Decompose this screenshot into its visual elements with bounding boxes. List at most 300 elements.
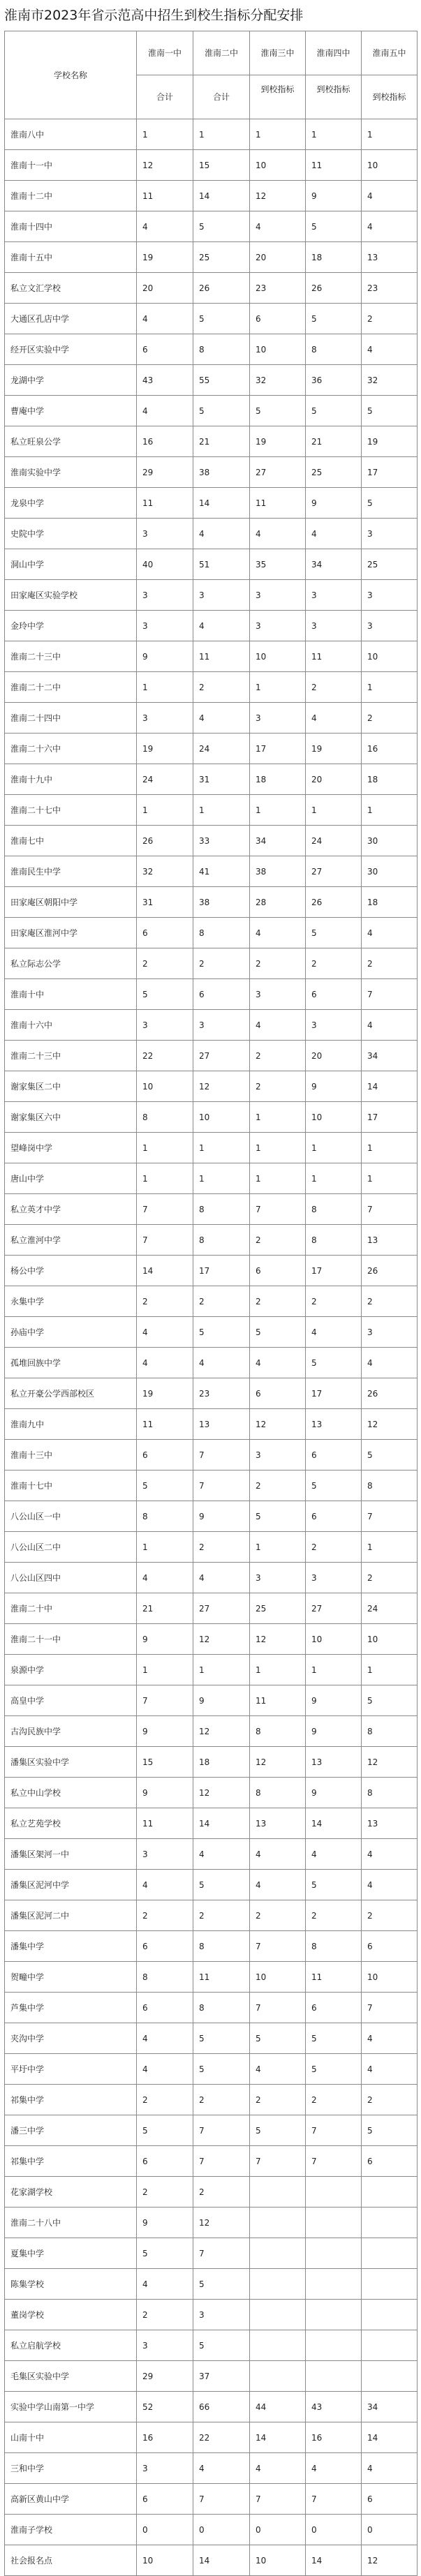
huainan-5-value xyxy=(362,2269,418,2300)
header-sub-5: 到校指标 xyxy=(372,92,406,102)
header-school-3: 淮南三中 xyxy=(250,31,305,75)
huainan-5-value: 17 xyxy=(362,457,418,488)
table-row xyxy=(5,856,418,887)
huainan-2-value: 7 xyxy=(193,2238,250,2269)
huainan-2-value: 14 xyxy=(193,488,250,519)
huainan-5-value: 7 xyxy=(362,1501,418,1532)
school-name-cell: 淮南十四中 xyxy=(5,211,137,242)
huainan-5-value: 13 xyxy=(362,242,418,273)
table-row xyxy=(5,1471,418,1501)
school-name-cell: 淮南九中 xyxy=(5,1409,137,1440)
huainan-2-value: 5 xyxy=(193,1870,250,1900)
huainan-5-value: 30 xyxy=(362,826,418,856)
huainan-3-value: 20 xyxy=(250,242,306,273)
huainan-2-value: 8 xyxy=(193,918,250,948)
huainan-1-value: 6 xyxy=(137,918,193,948)
school-name-cell: 陈集学校 xyxy=(5,2269,137,2300)
huainan-1-value: 4 xyxy=(137,1563,193,1593)
table-row xyxy=(5,887,418,918)
huainan-4-value xyxy=(306,2361,362,2392)
huainan-4-value: 9 xyxy=(306,1685,362,1716)
huainan-3-value: 2 xyxy=(250,1041,306,1071)
huainan-5-value: 2 xyxy=(362,1286,418,1317)
school-name-cell: 淮南二十三中 xyxy=(5,1041,137,1071)
huainan-1-value: 2 xyxy=(137,2177,193,2208)
huainan-5-value: 2 xyxy=(362,703,418,734)
table-row xyxy=(5,734,418,764)
school-name-cell: 私立际志公学 xyxy=(5,948,137,979)
table-row xyxy=(5,1563,418,1593)
huainan-3-value: 4 xyxy=(250,2453,306,2484)
table-row xyxy=(5,2054,418,2085)
huainan-5-value: 10 xyxy=(362,150,418,181)
table-row xyxy=(5,948,418,979)
huainan-2-value: 3 xyxy=(193,2300,250,2330)
table-row xyxy=(5,1962,418,1993)
huainan-1-value: 1 xyxy=(137,1532,193,1563)
huainan-3-value: 4 xyxy=(250,2054,306,2085)
school-name-cell: 龙湖中学 xyxy=(5,365,137,396)
table-row xyxy=(5,641,418,672)
huainan-1-value: 4 xyxy=(137,2023,193,2054)
school-name-cell: 花家湖学校 xyxy=(5,2177,137,2208)
huainan-3-value: 10 xyxy=(250,150,306,181)
huainan-1-value: 21 xyxy=(137,1593,193,1624)
table-row xyxy=(5,1163,418,1194)
table-row xyxy=(5,2208,418,2238)
huainan-2-value: 7 xyxy=(193,2146,250,2177)
table-row xyxy=(5,1747,418,1778)
huainan-3-value: 1 xyxy=(250,672,306,703)
table-row xyxy=(5,150,418,181)
huainan-4-value: 6 xyxy=(306,1993,362,2023)
huainan-1-value: 24 xyxy=(137,764,193,795)
huainan-1-value: 9 xyxy=(137,1716,193,1747)
huainan-1-value: 8 xyxy=(137,1962,193,1993)
table-row xyxy=(5,2146,418,2177)
table-row xyxy=(5,519,418,549)
table-row xyxy=(5,1348,418,1378)
school-name-cell: 田家庵区实验学校 xyxy=(5,580,137,611)
school-name-cell: 董岗学校 xyxy=(5,2300,137,2330)
huainan-3-value: 3 xyxy=(250,611,306,641)
huainan-5-value: 4 xyxy=(362,2453,418,2484)
huainan-1-value: 4 xyxy=(137,1348,193,1378)
huainan-1-value: 1 xyxy=(137,1655,193,1685)
school-name-cell: 私立启航学校 xyxy=(5,2330,137,2361)
huainan-2-value: 8 xyxy=(193,1225,250,1256)
huainan-2-value: 4 xyxy=(193,703,250,734)
huainan-5-value: 5 xyxy=(362,396,418,426)
huainan-2-value: 10 xyxy=(193,1102,250,1133)
huainan-1-value: 1 xyxy=(137,1163,193,1194)
huainan-2-value: 13 xyxy=(193,1409,250,1440)
huainan-1-value: 40 xyxy=(137,549,193,580)
table-row xyxy=(5,795,418,826)
huainan-5-value: 13 xyxy=(362,1225,418,1256)
school-name-cell: 淮南十五中 xyxy=(5,242,137,273)
huainan-2-value: 22 xyxy=(193,2422,250,2453)
huainan-5-value: 4 xyxy=(362,181,418,211)
huainan-2-value: 12 xyxy=(193,2208,250,2238)
huainan-4-value: 20 xyxy=(306,764,362,795)
huainan-3-value: 3 xyxy=(250,979,306,1010)
huainan-3-value: 14 xyxy=(250,2422,306,2453)
huainan-2-value: 4 xyxy=(193,611,250,641)
huainan-4-value: 11 xyxy=(306,641,362,672)
huainan-3-value: 12 xyxy=(250,181,306,211)
huainan-5-value: 3 xyxy=(362,1317,418,1348)
huainan-5-value: 32 xyxy=(362,365,418,396)
school-name-cell: 淮南二十六中 xyxy=(5,734,137,764)
huainan-4-value: 26 xyxy=(306,887,362,918)
huainan-4-value: 43 xyxy=(306,2392,362,2422)
huainan-4-value: 5 xyxy=(306,1870,362,1900)
huainan-2-value: 14 xyxy=(193,2545,250,2576)
table-row xyxy=(5,1256,418,1286)
huainan-4-value: 1 xyxy=(306,1163,362,1194)
table-row xyxy=(5,703,418,734)
huainan-5-value: 7 xyxy=(362,1194,418,1225)
table-row xyxy=(5,1378,418,1409)
table-row xyxy=(5,334,418,365)
table-row xyxy=(5,1931,418,1962)
huainan-1-value: 4 xyxy=(137,1317,193,1348)
huainan-2-value: 6 xyxy=(193,979,250,1010)
huainan-3-value: 3 xyxy=(250,1440,306,1471)
school-name-cell: 贺疃中学 xyxy=(5,1962,137,1993)
table-row xyxy=(5,1071,418,1102)
table-row xyxy=(5,396,418,426)
huainan-2-value: 1 xyxy=(193,1133,250,1163)
school-name-cell: 高新区黄山中学 xyxy=(5,2484,137,2515)
school-name-cell: 毛集区实验中学 xyxy=(5,2361,137,2392)
huainan-2-value: 8 xyxy=(193,1931,250,1962)
huainan-5-value: 7 xyxy=(362,979,418,1010)
huainan-4-value: 3 xyxy=(306,580,362,611)
huainan-1-value: 29 xyxy=(137,2361,193,2392)
table-row xyxy=(5,2085,418,2115)
huainan-3-value: 3 xyxy=(250,580,306,611)
school-name-cell: 夏集中学 xyxy=(5,2238,137,2269)
huainan-1-value: 0 xyxy=(137,2515,193,2545)
huainan-2-value: 1 xyxy=(193,1655,250,1685)
huainan-4-value: 17 xyxy=(306,1378,362,1409)
huainan-1-value: 12 xyxy=(137,150,193,181)
huainan-3-value: 12 xyxy=(250,1624,306,1655)
header-sub-1: 合计 xyxy=(137,75,193,119)
table-row xyxy=(5,1225,418,1256)
school-name-cell: 祁集中学 xyxy=(5,2085,137,2115)
huainan-3-value: 4 xyxy=(250,211,306,242)
huainan-3-value: 8 xyxy=(250,1716,306,1747)
school-name-cell: 杨公中学 xyxy=(5,1256,137,1286)
huainan-5-value: 34 xyxy=(362,1041,418,1071)
huainan-5-value: 1 xyxy=(362,119,418,150)
huainan-5-value: 10 xyxy=(362,1962,418,1993)
huainan-2-value: 2 xyxy=(193,1532,250,1563)
huainan-1-value: 15 xyxy=(137,1747,193,1778)
huainan-5-value: 6 xyxy=(362,1931,418,1962)
school-name-cell: 潘集区泥河中学 xyxy=(5,1870,137,1900)
huainan-1-value: 6 xyxy=(137,1993,193,2023)
huainan-5-value: 2 xyxy=(362,948,418,979)
huainan-5-value: 34 xyxy=(362,2392,418,2422)
table-row xyxy=(5,2330,418,2361)
huainan-4-value: 9 xyxy=(306,1071,362,1102)
huainan-3-value: 12 xyxy=(250,1409,306,1440)
huainan-3-value: 5 xyxy=(250,2023,306,2054)
school-name-cell: 孙庙中学 xyxy=(5,1317,137,1348)
huainan-3-value: 44 xyxy=(250,2392,306,2422)
huainan-4-value: 9 xyxy=(306,1778,362,1808)
huainan-4-value: 34 xyxy=(306,549,362,580)
huainan-4-value: 8 xyxy=(306,1931,362,1962)
huainan-3-value xyxy=(250,2361,306,2392)
huainan-2-value: 5 xyxy=(193,304,250,334)
huainan-5-value: 1 xyxy=(362,1163,418,1194)
huainan-1-value: 5 xyxy=(137,1471,193,1501)
table-row xyxy=(5,457,418,488)
huainan-5-value: 7 xyxy=(362,1993,418,2023)
huainan-4-value: 8 xyxy=(306,334,362,365)
huainan-3-value: 2 xyxy=(250,1471,306,1501)
school-name-cell: 淮南十九中 xyxy=(5,764,137,795)
huainan-2-value: 7 xyxy=(193,1440,250,1471)
huainan-5-value: 8 xyxy=(362,1471,418,1501)
huainan-4-value: 8 xyxy=(306,1194,362,1225)
huainan-5-value: 3 xyxy=(362,611,418,641)
school-name-cell: 潘集中学 xyxy=(5,1931,137,1962)
huainan-4-value: 11 xyxy=(306,1962,362,1993)
huainan-1-value: 4 xyxy=(137,2269,193,2300)
school-name-cell: 淮南子学校 xyxy=(5,2515,137,2545)
huainan-3-value: 6 xyxy=(250,304,306,334)
huainan-3-value: 10 xyxy=(250,641,306,672)
school-name-cell: 经开区实验中学 xyxy=(5,334,137,365)
table-row xyxy=(5,611,418,641)
school-name-cell: 潘三中学 xyxy=(5,2115,137,2146)
huainan-2-value: 9 xyxy=(193,1501,250,1532)
huainan-4-value: 9 xyxy=(306,181,362,211)
huainan-1-value: 7 xyxy=(137,1225,193,1256)
huainan-4-value: 6 xyxy=(306,979,362,1010)
table-row xyxy=(5,1839,418,1870)
school-name-cell: 淮南十中 xyxy=(5,979,137,1010)
huainan-5-value: 8 xyxy=(362,1778,418,1808)
huainan-5-value: 1 xyxy=(362,672,418,703)
huainan-1-value: 6 xyxy=(137,1440,193,1471)
huainan-5-value: 4 xyxy=(362,1870,418,1900)
huainan-1-value: 7 xyxy=(137,1685,193,1716)
huainan-4-value: 2 xyxy=(306,1286,362,1317)
huainan-4-value: 5 xyxy=(306,396,362,426)
school-name-cell: 淮南八中 xyxy=(5,119,137,150)
huainan-2-value: 2 xyxy=(193,672,250,703)
school-name-cell: 八公山区二中 xyxy=(5,1532,137,1563)
huainan-1-value: 2 xyxy=(137,2300,193,2330)
huainan-5-value: 3 xyxy=(362,519,418,549)
table-row xyxy=(5,549,418,580)
huainan-3-value: 4 xyxy=(250,918,306,948)
huainan-5-value xyxy=(362,2300,418,2330)
huainan-5-value: 4 xyxy=(362,334,418,365)
huainan-3-value: 4 xyxy=(250,1870,306,1900)
huainan-3-value: 18 xyxy=(250,764,306,795)
huainan-1-value: 5 xyxy=(137,979,193,1010)
school-name-cell: 淮南二十三中 xyxy=(5,641,137,672)
huainan-4-value: 3 xyxy=(306,1010,362,1041)
allocation-table xyxy=(4,31,418,2576)
huainan-3-value: 13 xyxy=(250,1808,306,1839)
huainan-2-value: 27 xyxy=(193,1593,250,1624)
huainan-2-value: 15 xyxy=(193,150,250,181)
huainan-5-value xyxy=(362,2177,418,2208)
huainan-5-value: 12 xyxy=(362,1409,418,1440)
huainan-2-value: 7 xyxy=(193,2484,250,2515)
table-row xyxy=(5,181,418,211)
school-name-cell: 史院中学 xyxy=(5,519,137,549)
school-name-cell: 私立艺苑学校 xyxy=(5,1808,137,1839)
huainan-5-value: 4 xyxy=(362,2023,418,2054)
huainan-2-value: 33 xyxy=(193,826,250,856)
huainan-5-value: 24 xyxy=(362,1593,418,1624)
huainan-3-value xyxy=(250,2269,306,2300)
huainan-4-value: 6 xyxy=(306,1440,362,1471)
huainan-1-value: 10 xyxy=(137,2545,193,2576)
huainan-2-value: 25 xyxy=(193,242,250,273)
page-title: 淮南市2023年省示范高中招生到校生指标分配安排 xyxy=(4,8,304,23)
school-name-cell: 潘集区泥河二中 xyxy=(5,1900,137,1931)
huainan-2-value: 41 xyxy=(193,856,250,887)
huainan-2-value: 12 xyxy=(193,1778,250,1808)
huainan-5-value xyxy=(362,2330,418,2361)
huainan-1-value: 19 xyxy=(137,1378,193,1409)
huainan-1-value: 6 xyxy=(137,2146,193,2177)
huainan-3-value: 27 xyxy=(250,457,306,488)
huainan-2-value: 11 xyxy=(193,641,250,672)
table-row xyxy=(5,273,418,304)
huainan-2-value: 27 xyxy=(193,1041,250,1071)
huainan-2-value: 7 xyxy=(193,1471,250,1501)
huainan-1-value: 6 xyxy=(137,1931,193,1962)
huainan-3-value: 11 xyxy=(250,488,306,519)
huainan-1-value: 16 xyxy=(137,2422,193,2453)
huainan-1-value: 9 xyxy=(137,641,193,672)
huainan-3-value: 2 xyxy=(250,2085,306,2115)
huainan-5-value: 18 xyxy=(362,764,418,795)
school-name-cell: 唐山中学 xyxy=(5,1163,137,1194)
table-row xyxy=(5,1102,418,1133)
huainan-2-value: 31 xyxy=(193,764,250,795)
huainan-4-value xyxy=(306,2177,362,2208)
header-school-name: 学校名称 xyxy=(5,31,137,119)
huainan-4-value: 26 xyxy=(306,273,362,304)
huainan-1-value: 3 xyxy=(137,1839,193,1870)
table-row xyxy=(5,2238,418,2269)
huainan-2-value: 4 xyxy=(193,1839,250,1870)
huainan-2-value: 5 xyxy=(193,396,250,426)
huainan-3-value: 4 xyxy=(250,1348,306,1378)
huainan-5-value: 5 xyxy=(362,1685,418,1716)
huainan-4-value xyxy=(306,2208,362,2238)
huainan-1-value: 8 xyxy=(137,1501,193,1532)
huainan-5-value: 30 xyxy=(362,856,418,887)
huainan-2-value: 2 xyxy=(193,1286,250,1317)
huainan-4-value: 2 xyxy=(306,1532,362,1563)
huainan-1-value: 11 xyxy=(137,1808,193,1839)
table-row xyxy=(5,211,418,242)
huainan-5-value: 6 xyxy=(362,2484,418,2515)
header-school-5-group xyxy=(362,31,418,119)
table-row xyxy=(5,1900,418,1931)
huainan-4-value xyxy=(306,2238,362,2269)
huainan-1-value: 5 xyxy=(137,2115,193,2146)
huainan-4-value: 25 xyxy=(306,457,362,488)
table-row xyxy=(5,1532,418,1563)
huainan-5-value: 5 xyxy=(362,2115,418,2146)
huainan-1-value: 3 xyxy=(137,2330,193,2361)
huainan-5-value xyxy=(362,2238,418,2269)
school-name-cell: 淮南七中 xyxy=(5,826,137,856)
school-name-cell: 淮南十七中 xyxy=(5,1471,137,1501)
huainan-2-value: 5 xyxy=(193,2054,250,2085)
huainan-2-value: 55 xyxy=(193,365,250,396)
table-row xyxy=(5,2545,418,2576)
huainan-1-value: 9 xyxy=(137,1624,193,1655)
huainan-3-value: 7 xyxy=(250,2146,306,2177)
school-name-cell: 私立旺泉公学 xyxy=(5,426,137,457)
huainan-3-value: 2 xyxy=(250,1071,306,1102)
huainan-4-value: 2 xyxy=(306,2085,362,2115)
huainan-5-value: 6 xyxy=(362,2146,418,2177)
huainan-3-value: 3 xyxy=(250,703,306,734)
huainan-2-value: 4 xyxy=(193,1348,250,1378)
huainan-5-value: 1 xyxy=(362,1133,418,1163)
header-school-1: 淮南一中 xyxy=(137,31,193,75)
huainan-1-value: 3 xyxy=(137,703,193,734)
huainan-3-value: 7 xyxy=(250,1931,306,1962)
huainan-4-value: 0 xyxy=(306,2515,362,2545)
huainan-2-value: 17 xyxy=(193,1256,250,1286)
huainan-3-value: 10 xyxy=(250,334,306,365)
huainan-1-value: 52 xyxy=(137,2392,193,2422)
huainan-2-value: 8 xyxy=(193,1194,250,1225)
huainan-5-value: 2 xyxy=(362,2085,418,2115)
huainan-4-value: 3 xyxy=(306,1563,362,1593)
huainan-1-value: 3 xyxy=(137,1010,193,1041)
huainan-2-value: 0 xyxy=(193,2515,250,2545)
school-name-cell: 古沟民族中学 xyxy=(5,1716,137,1747)
huainan-5-value: 4 xyxy=(362,211,418,242)
huainan-2-value: 8 xyxy=(193,1993,250,2023)
huainan-4-value: 19 xyxy=(306,734,362,764)
huainan-1-value: 1 xyxy=(137,119,193,150)
huainan-1-value: 4 xyxy=(137,211,193,242)
huainan-4-value: 27 xyxy=(306,856,362,887)
huainan-5-value: 4 xyxy=(362,918,418,948)
huainan-4-value: 5 xyxy=(306,211,362,242)
huainan-3-value: 17 xyxy=(250,734,306,764)
huainan-4-value: 13 xyxy=(306,1747,362,1778)
huainan-4-value: 5 xyxy=(306,1471,362,1501)
school-name-cell: 私立中山学校 xyxy=(5,1778,137,1808)
huainan-2-value: 1 xyxy=(193,795,250,826)
table-row xyxy=(5,1409,418,1440)
table-row xyxy=(5,1808,418,1839)
huainan-4-value: 17 xyxy=(306,1256,362,1286)
huainan-2-value: 38 xyxy=(193,887,250,918)
